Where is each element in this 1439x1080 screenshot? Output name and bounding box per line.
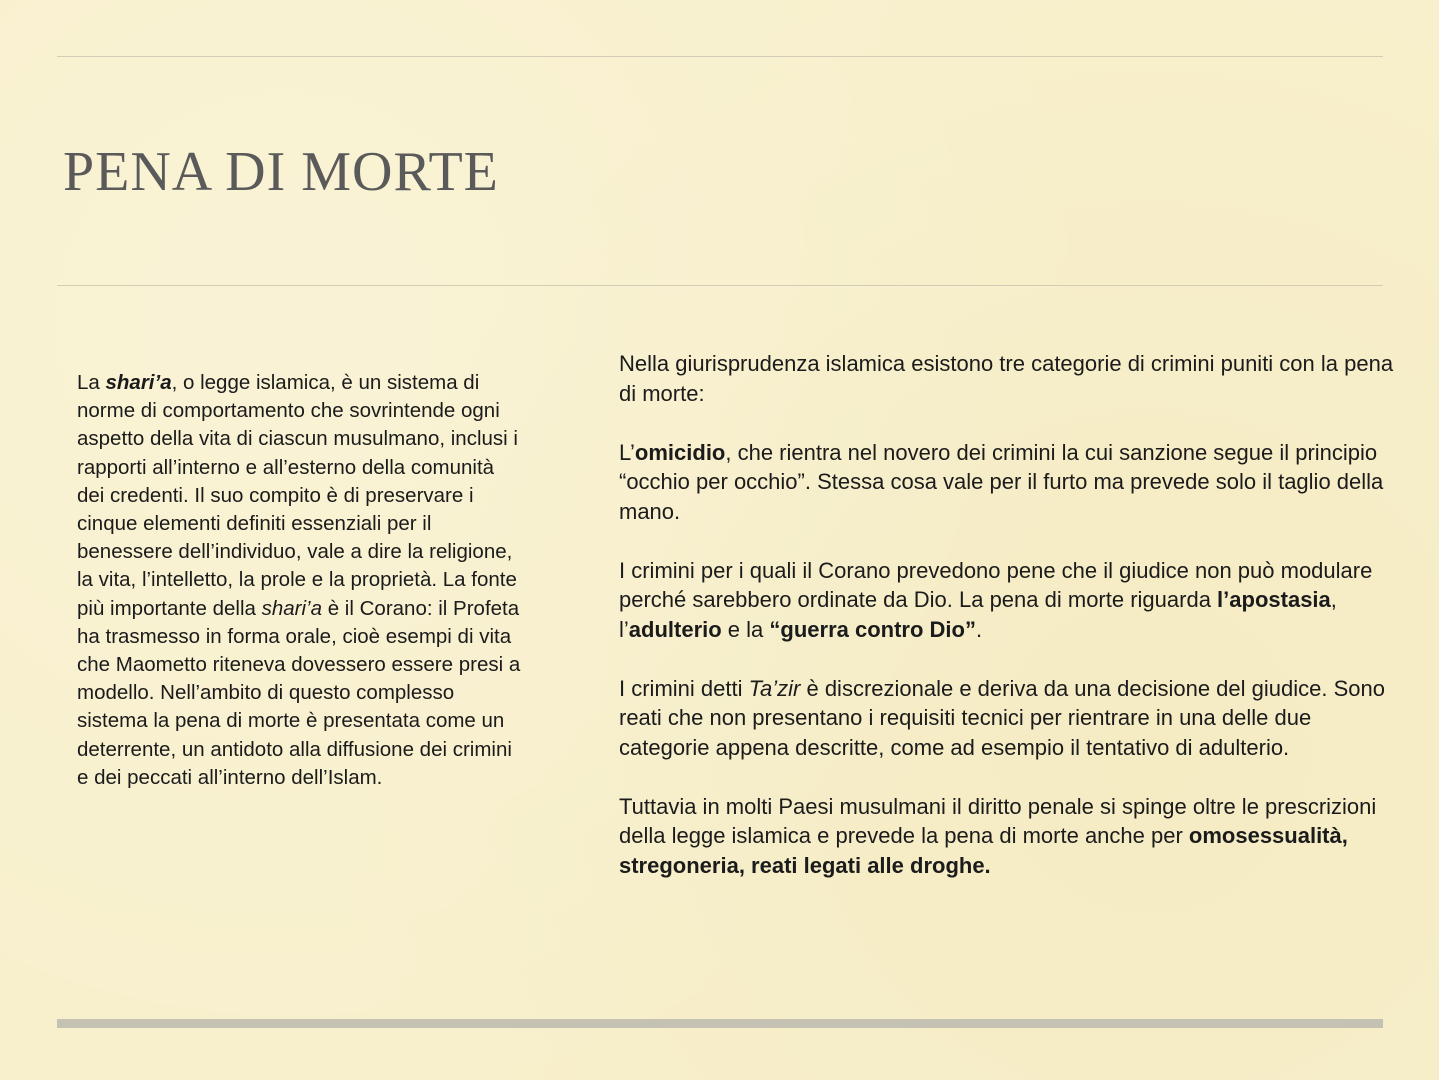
term-apostasia: apostasia (1229, 587, 1331, 612)
term-sharia-2: shari’a (261, 596, 323, 620)
tazir-paragraph: I crimini detti Ta’zir è discrezionale e deriva da una decisione del giudice. Sono reati che non presentano i requisiti tecnici per rientrare in una delle due categorie appena descritte, come ad esempio il tentativo di adulterio. (619, 675, 1385, 760)
other-crimes-paragraph: Tuttavia in molti Paesi musulmani il diritto penale si spinge oltre le prescrizioni della legge islamica e prevede la pena di morte anche per omosessualità, stregoneria, reati legati alle droghe. (619, 793, 1377, 878)
categories-intro-paragraph: Nella giurisprudenza islamica esistono tre categorie di crimini puniti con la pena di morte: (619, 351, 1394, 406)
omicidio-paragraph: L’omicidio, che rientra nel novero dei crimini la cui sanzione segue il principio “occhio per occhio”. Stessa cosa vale per il furto ma prevede solo il taglio della mano. (619, 439, 1384, 524)
intro-paragraph: La shari’a, o legge islamica, è un sistema di norme di comportamento che sovrintende ogni aspetto della vita di ciascun musulmano, inclusi i rapporti all’interno e all’esterno della comunità dei credenti. Il suo compito è di preservare i cinque elementi definiti essenziali per il benessere dell’individuo, vale a dire la religione, la vita, l’intelletto, la prole e la proprietà. La fonte più importante della shari’a è il Corano: il Profeta ha trasmesso in forma orale, cioè esempi di vita che Maometto riteneva dovessero essere presi a modello. Nell’ambito di questo complesso sistema la pena di morte è presentata come un deterrente, un antidoto alla diffusione dei crimini e dei peccati all’interno dell’Islam. (77, 371, 521, 789)
bottom-divider (57, 1019, 1383, 1028)
term-guerra-contro-dio: “guerra contro Dio” (769, 616, 976, 642)
term-sharia: shari’a (105, 371, 172, 394)
categories-text-column (619, 349, 1394, 880)
title-divider (57, 285, 1383, 286)
term-adulterio: adulterio (628, 616, 722, 642)
term-tazir: Ta’zir (748, 675, 801, 701)
term-omicidio: omicidio (634, 439, 726, 465)
slide-title: PENA DI MORTE (63, 141, 499, 203)
corano-crimes-paragraph: I crimini per i quali il Corano prevedono pene che il giudice non può modulare perché sarebbero ordinate da Dio. La pena di morte riguarda l’apostasia, l’adulterio e la “guerra contro Dio”. (619, 557, 1373, 642)
top-divider (57, 56, 1383, 57)
intro-text-column (77, 369, 527, 792)
other-crimes-list: omosessualità, stregoneria, reati legati alle droghe. (619, 823, 1348, 878)
